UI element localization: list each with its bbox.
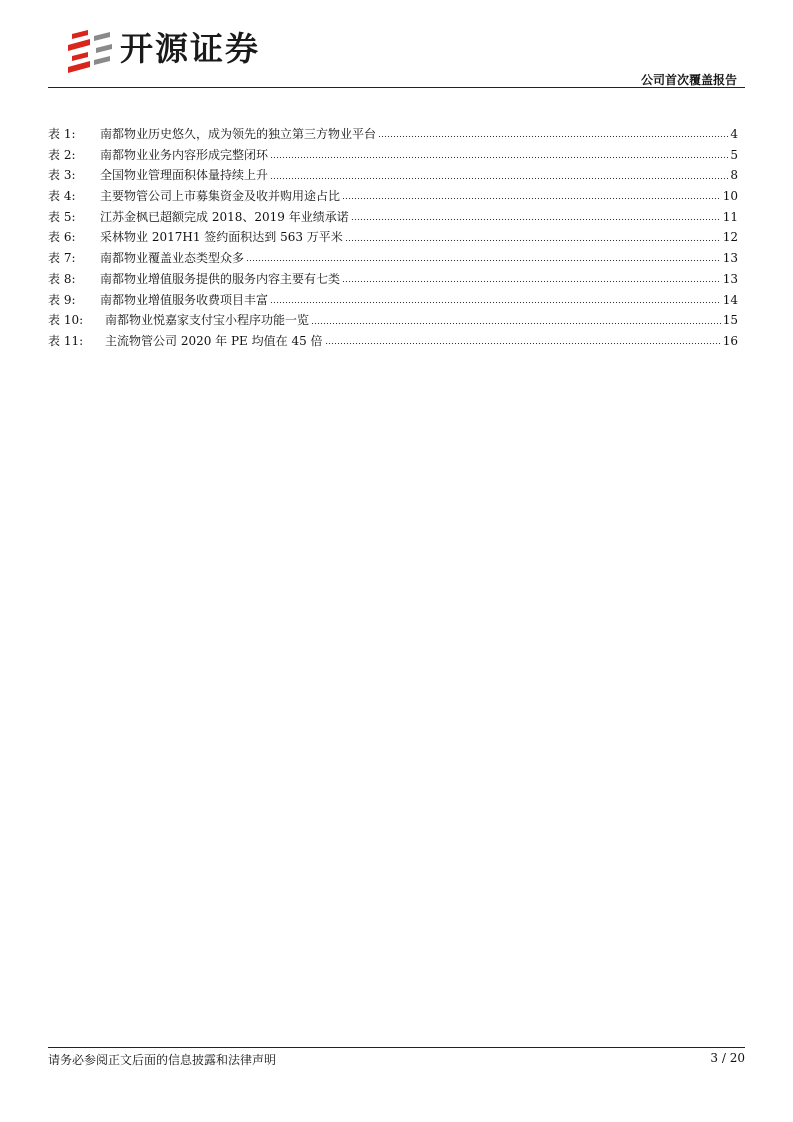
toc-leader-dots bbox=[345, 231, 721, 245]
header-divider bbox=[48, 87, 745, 88]
toc-leader-dots bbox=[311, 314, 721, 328]
toc-entry-label: 表 11: bbox=[48, 333, 84, 348]
toc-entry-label: 表 4: bbox=[48, 189, 76, 204]
page-header bbox=[0, 0, 793, 90]
toc-entry-label: 表 10: bbox=[48, 313, 84, 328]
page-number: 3 / 20 bbox=[710, 1051, 745, 1065]
toc-leader-dots bbox=[342, 272, 721, 286]
toc-entry-page: 12 bbox=[722, 230, 738, 245]
toc-entry-title: 主要物管公司上市募集资金及收并购用途占比 bbox=[100, 189, 341, 204]
toc-entry-title: 南都物业悦嘉家支付宝小程序功能一览 bbox=[105, 313, 310, 328]
toc-entry-page: 11 bbox=[722, 209, 738, 224]
toc-entry-page: 13 bbox=[722, 271, 738, 286]
toc-entry-label: 表 5: bbox=[48, 209, 76, 224]
brand-name: 开源证券 bbox=[120, 29, 260, 68]
toc-entry[interactable] bbox=[48, 269, 738, 290]
toc-entry-title: 南都物业增值服务提供的服务内容主要有七类 bbox=[100, 271, 341, 286]
toc-entry-page: 4 bbox=[730, 127, 738, 141]
toc-entry-title: 全国物业管理面积体量持续上升 bbox=[100, 168, 269, 183]
toc-entry-label: 表 2: bbox=[48, 147, 76, 162]
toc-leader-dots bbox=[270, 293, 721, 307]
toc-entry-title: 南都物业历史悠久，成为领先的独立第三方物业平台 bbox=[100, 127, 377, 141]
toc-entry[interactable] bbox=[48, 124, 738, 145]
toc-entry-title: 主流物管公司 2020 年 PE 均值在 45 倍 bbox=[105, 333, 323, 348]
report-type-label: 公司首次覆盖报告 bbox=[640, 73, 737, 87]
toc-entry-page: 5 bbox=[730, 147, 738, 162]
toc-entry-page: 14 bbox=[722, 292, 738, 307]
toc-entry[interactable] bbox=[48, 207, 738, 228]
toc-entry[interactable] bbox=[48, 290, 738, 311]
toc-entry-label: 表 1: bbox=[48, 127, 76, 141]
toc-entry-page: 16 bbox=[722, 333, 738, 348]
toc-leader-dots bbox=[270, 169, 728, 183]
toc-entry-page: 15 bbox=[722, 313, 738, 328]
toc-entry-title: 南都物业覆盖业态类型众多 bbox=[100, 251, 245, 266]
toc-entry-label: 表 3: bbox=[48, 168, 76, 183]
toc-entry-page: 8 bbox=[730, 168, 738, 183]
toc-leader-dots bbox=[325, 334, 721, 348]
toc-leader-dots bbox=[246, 251, 721, 265]
toc-entry[interactable] bbox=[48, 248, 738, 269]
toc-entry-page: 13 bbox=[722, 251, 738, 266]
toc-leader-dots bbox=[351, 210, 721, 224]
toc-entry[interactable] bbox=[48, 165, 738, 186]
toc-entry[interactable] bbox=[48, 331, 738, 352]
toc-entry-label: 表 9: bbox=[48, 292, 76, 307]
table-of-tables bbox=[48, 124, 738, 352]
toc-entry-title: 江苏金枫已超额完成 2018、2019 年业绩承诺 bbox=[100, 209, 349, 224]
footer-divider bbox=[48, 1047, 745, 1048]
toc-entry-title: 南都物业增值服务收费项目丰富 bbox=[100, 292, 269, 307]
toc-entry[interactable] bbox=[48, 310, 738, 331]
toc-entry-page: 10 bbox=[722, 189, 738, 204]
toc-entry[interactable] bbox=[48, 227, 738, 248]
toc-entry-label: 表 7: bbox=[48, 251, 76, 266]
toc-entry-label: 表 6: bbox=[48, 230, 76, 245]
toc-entry-label: 表 8: bbox=[48, 271, 76, 286]
toc-leader-dots bbox=[378, 127, 728, 141]
toc-entry[interactable] bbox=[48, 145, 738, 166]
toc-leader-dots bbox=[342, 189, 721, 203]
toc-entry[interactable] bbox=[48, 186, 738, 207]
kaiyuan-logo-icon bbox=[66, 26, 114, 74]
toc-entry-title: 南都物业业务内容形成完整闭环 bbox=[100, 147, 269, 162]
toc-entry-title: 采林物业 2017H1 签约面积达到 563 万平米 bbox=[100, 230, 343, 245]
brand-logo bbox=[66, 26, 296, 74]
toc-leader-dots bbox=[270, 148, 728, 162]
footer-disclaimer: 请务必参阅正文后面的信息披露和法律声明 bbox=[48, 1053, 277, 1067]
